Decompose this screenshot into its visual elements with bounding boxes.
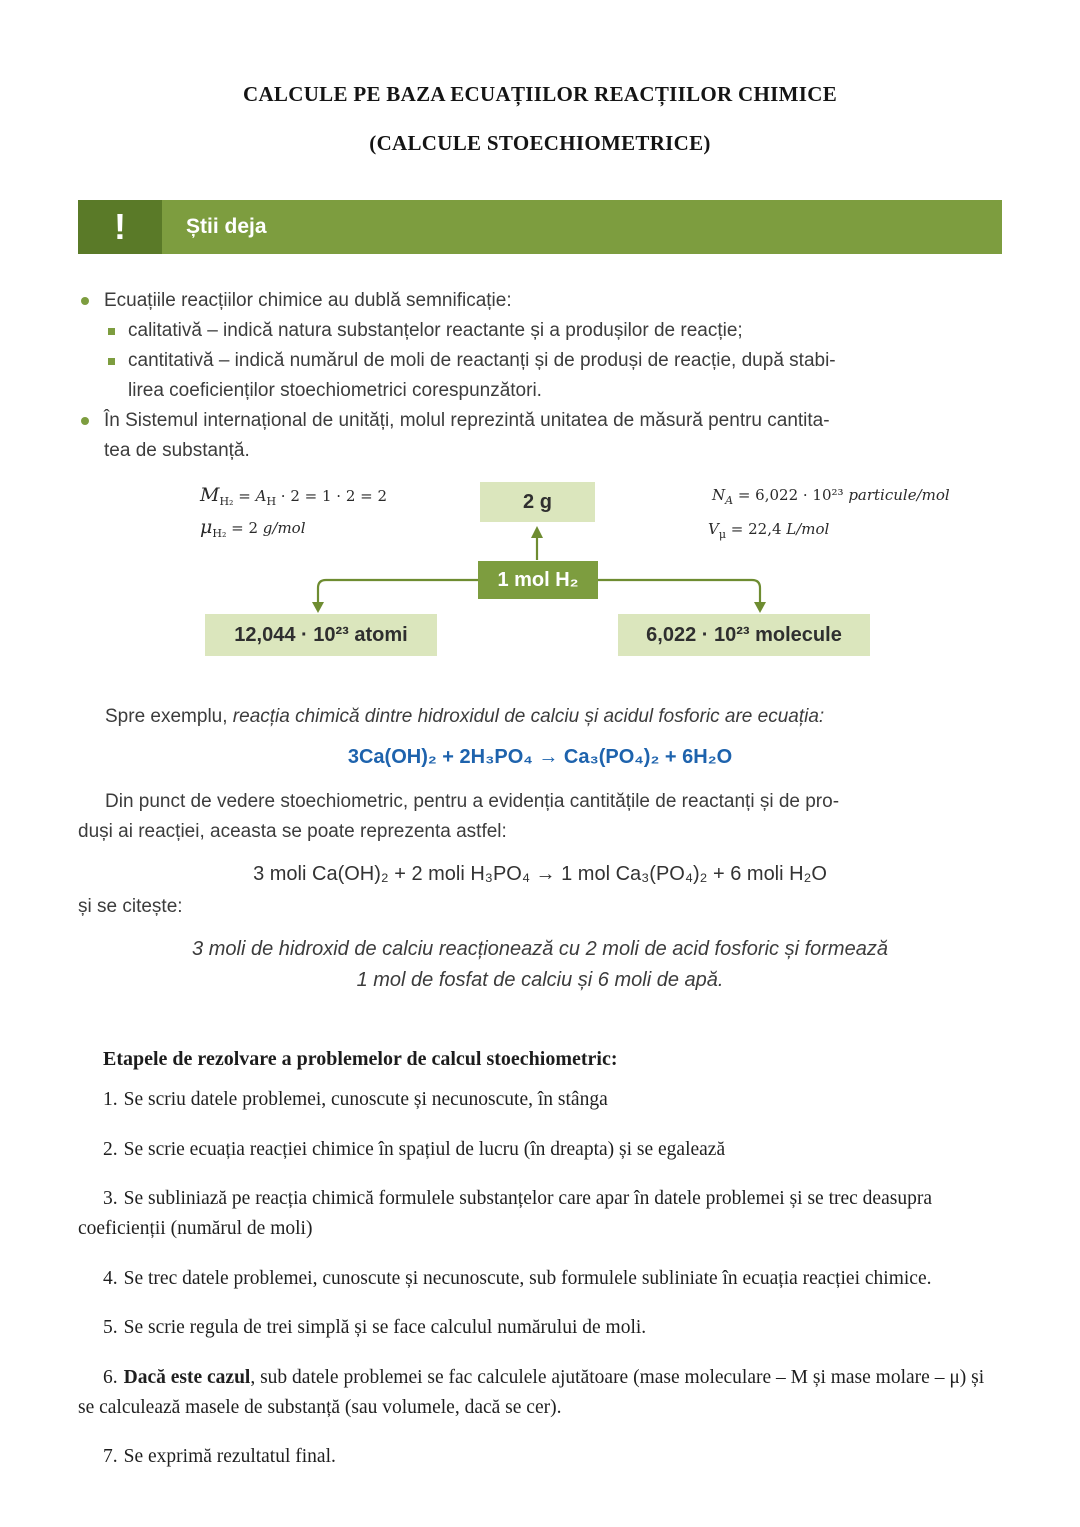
- bullet-dot-icon: [81, 297, 89, 305]
- equation-reading: [78, 934, 1002, 996]
- page-title-line2: (CALCULE STOECHIOMETRICE): [369, 131, 711, 155]
- subscript-h2: H₂: [212, 527, 227, 540]
- step-number: 3.: [103, 1188, 118, 1209]
- formula-molar-mass-h2: [200, 516, 306, 540]
- exclamation-icon: !: [78, 200, 162, 254]
- formula-molar-volume: [708, 520, 829, 541]
- step-text: Se subliniază pe reacția chimică formulele substanțelor care apar în datele problemei și se trec deasupra coeficienții (numărul de moli): [78, 1188, 932, 1239]
- formula-value: = 22,4: [726, 520, 787, 538]
- step-item-3: [78, 1184, 1002, 1244]
- unit-label: particule/mol: [848, 486, 950, 504]
- steps-heading: Etapele de rezolvare a problemelor de calcul stoechiometric:: [103, 1048, 618, 1070]
- step-number: 6.: [103, 1366, 118, 1388]
- bullet-text: Ecuațiile reacțiilor chimice au dublă semnificație:: [104, 290, 512, 311]
- step-number: 5.: [103, 1317, 118, 1338]
- unit-label: g/mol: [262, 519, 306, 537]
- stoichiometric-paragraph: [78, 787, 1002, 847]
- banner-label: Știi deja: [162, 200, 1002, 254]
- step-text: Se scrie regula de trei simplă și se face calculul numărului de moli.: [123, 1317, 647, 1338]
- step-text: , sub datele problemei se fac calculele ajutătoare (mase moleculare – M și mase molare – μ) și se calculează masele de substanță (sau volumele, dacă se cer).: [78, 1366, 985, 1418]
- bullet-item-dual-meaning: [78, 286, 1002, 316]
- mole-diagram: [78, 476, 1002, 688]
- bullet-dot-icon: [81, 417, 89, 425]
- sub-bullet-text: calitativă – indică natura substanțelor reactante și a produșilor de reacție;: [128, 320, 743, 341]
- reading-line2: 1 mol de fosfat de calciu și 6 moli de apă.: [356, 969, 724, 991]
- subscript-a: A: [725, 494, 734, 507]
- formula-value: = 6,022 · 10²³: [733, 486, 849, 504]
- sub-bullet-text-line1: cantitativă – indică numărul de moli de reactanți și de produși de reacție, după stabi-: [128, 350, 836, 371]
- step-item-1: [78, 1085, 1002, 1115]
- box-1-mol-h2: 1 mol H₂: [478, 561, 598, 599]
- step-bold-lead: Dacă este cazul: [123, 1366, 251, 1388]
- step-item-2: [78, 1135, 1002, 1165]
- formula-value: 2: [248, 519, 263, 537]
- example-lead: Spre exemplu,: [105, 706, 233, 727]
- bullet-text-line1: În Sistemul internațional de unități, molul reprezintă unitatea de măsură pentru cantita-: [104, 410, 830, 431]
- step-text: Se exprimă rezultatul final.: [123, 1446, 336, 1467]
- symbol-N: N: [712, 486, 726, 504]
- step-item-6: [78, 1363, 1002, 1423]
- reading-line1: 3 moli de hidroxid de calciu reacționează cu 2 moli de acid fosforic și formează: [192, 938, 888, 960]
- step-number: 2.: [103, 1138, 118, 1160]
- step-number: 4.: [103, 1267, 118, 1289]
- step-text: Se scriu datele problemei, cunoscute și necunoscute, în stânga: [123, 1089, 608, 1110]
- bullet-text-line2: tea de substanță.: [104, 440, 250, 461]
- formula-avogadro-number: [712, 486, 950, 507]
- box-atoms-count: 12,044 · 10²³ atomi: [205, 614, 437, 656]
- step-text: Se scrie ecuația reacției chimice în spațiul de lucru (în dreapta) și se egalează: [123, 1138, 726, 1160]
- sub-bullet-text: [128, 346, 836, 406]
- symbol-V: V: [708, 520, 719, 538]
- unit-label: L/mol: [786, 520, 830, 538]
- subscript-h2: H₂: [219, 495, 234, 508]
- step-item-4: [78, 1264, 1002, 1294]
- know-already-banner: [78, 200, 1002, 254]
- sub-bullet-text-line2: lirea coeficienților stoechiometrici corespunzători.: [128, 380, 542, 401]
- formula-molecular-mass-h2: [200, 484, 387, 508]
- steps-list: [78, 1085, 1002, 1472]
- formula-value: · 2 = 1 · 2 = 2: [276, 487, 388, 505]
- equals: =: [226, 519, 249, 537]
- chemical-equation: 3Ca(OH)₂ + 2H₃PO₄ → Ca₃(PO₄)₂ + 6H₂O: [347, 746, 733, 768]
- paragraph-line2: duși ai reacției, aceasta se poate reprezenta astfel:: [78, 821, 507, 842]
- moles-equation: 3 moli Ca(OH)₂ + 2 moli H₃PO₄ → 1 mol Ca₃(PO₄)₂ + 6 moli H₂O: [253, 863, 827, 885]
- step-item-7: [78, 1442, 1002, 1472]
- step-number: 7.: [103, 1446, 118, 1467]
- symbol-A: A: [255, 487, 267, 505]
- sub-bullet-quantitative: [78, 346, 1002, 406]
- intro-bullet-list: [78, 286, 1002, 466]
- paragraph-line1: Din punct de vedere stoechiometric, pentru a evidenția cantitățile de reactanți și de pro-: [105, 791, 840, 812]
- symbol-mu: μ: [200, 516, 213, 538]
- bullet-text: [104, 406, 830, 466]
- page-title-line1: CALCULE PE BAZA ECUAȚIILOR REACȚIILOR CHIMICE: [242, 82, 837, 106]
- subscript-h: H: [266, 495, 277, 508]
- square-bullet-icon: [108, 358, 115, 365]
- step-text: Se trec datele problemei, cunoscute și necunoscute, sub formulele subliniate în ecuația reacției chimice.: [123, 1267, 932, 1289]
- square-bullet-icon: [108, 328, 115, 335]
- step-number: 1.: [103, 1089, 118, 1110]
- symbol-M: M: [200, 484, 220, 506]
- box-2g: 2 g: [480, 482, 595, 522]
- subscript-mu: μ: [718, 528, 726, 541]
- box-molecules-count: 6,022 · 10²³ molecule: [618, 614, 870, 656]
- example-lead-italic: reacția chimică dintre hidroxidul de calciu și acidul fosforic are ecuația:: [232, 706, 825, 727]
- sub-bullet-qualitative: [78, 316, 1002, 346]
- bullet-item-si-mole: [78, 406, 1002, 466]
- equals: =: [233, 487, 256, 505]
- step-item-5: [78, 1313, 1002, 1343]
- example-intro-paragraph: [78, 702, 1002, 732]
- reads-label: și se citește:: [78, 896, 183, 917]
